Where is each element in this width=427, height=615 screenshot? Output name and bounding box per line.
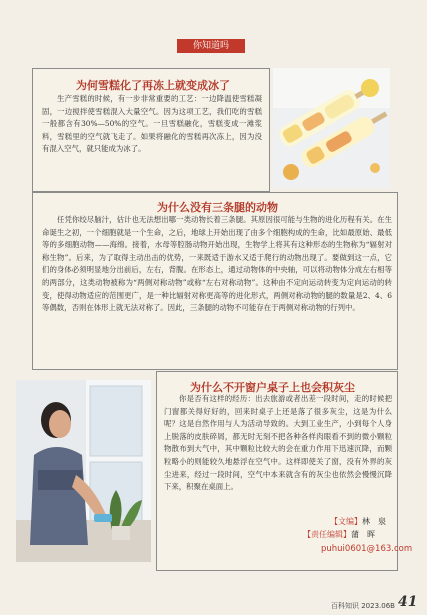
editor-email: puhui0601@163.com xyxy=(321,544,413,554)
article-title-ice-cream: 为何雪糕化了再冻上就变成冰了 xyxy=(76,79,230,92)
credit-writer-name: 林 泉 xyxy=(362,517,386,526)
credit-editor-label: 【责任编辑】 xyxy=(303,530,351,539)
article-title-dust: 为什么不开窗户桌子上也会积灰尘 xyxy=(190,381,355,394)
page-number: 41 xyxy=(398,594,418,610)
magazine-issue: 百科知识 2023.06B xyxy=(331,602,395,610)
article-body-dust: 你是否有这样的经历：出去旅游或者出差一段时间，走的时候把门窗都关得好好的，回来时桌子上还是落了很多灰尘，这是为什么呢？这是自然作用与人为活动导致的。大到工业生产，小到每个人身上脱落的皮肤碎屑，都无时无刻不把各种各样肉眼看不到的微小颗粒物散布到大气中，其中颗粒比较大的会在重力作用下迅速沉降，而颗粒略小的则能较久地悬浮在空气中。这样即使关了窗，没有外界的灰尘进来，经过一段时间，空气中本来就含有的灰尘也依然会慢慢沉降下来，积聚在桌面上。 xyxy=(164,394,392,492)
credit-writer xyxy=(330,516,386,527)
credit-writer-label: 【文编】 xyxy=(330,517,362,526)
article-title-three-legs: 为什么没有三条腿的动物 xyxy=(157,201,278,214)
section-tag: 你知道吗 xyxy=(177,39,245,53)
article-body-three-legs: 任凭你绞尽脑汁，估计也无法想出哪一类动物长着三条腿。其原因很可能与生物的进化历程有关。在生命诞生之初，一个细胞就是一个生命，之后，地球上开始出现了由多个细胞构成的生命，比如最原始、最低等的多细胞动物——海绵。接着，水母等腔肠动物开始出现，生物学上将其有这种形态的生物称为“辐射对称生物”。后来，为了取得主动出击的优势，一来既适于游水又适于爬行的动物出现了。要做到这一点，它们的身体必须明显地分出前后，左右，背腹。在形态上，通过动物体的中央轴，可以将动物体分成左右相等的两部分，这类动物被称为“两侧对称动物”或称“左右对称动物”。这种由不定向运动转变为定向运动的转变，使得动物适应的范围更广，是一种比辐射对称更高等的进化形式，两侧对称动物的腿的数量是2、4、6等偶数，否则在体形上就无法对称了。因此，三条腿的动物不可能存在于两侧对称动物的行列中。 xyxy=(42,215,392,313)
woman-cleaning-photo xyxy=(16,380,151,562)
credit-editor xyxy=(303,529,375,540)
article-body-ice-cream: 生产雪糕的时候，有一步非常重要的工艺：一边降温使雪糕凝固，一边搅拌使雪糕混入大量空气。因为这项工艺，我们吃的雪糕一般都含有30%—50%的空气。一旦雪糕融化，雪糕变成一滩浆料，雪糕里的空气就飞走了。如果将融化的雪糕再次冻上，因为没有混入空气，就只能成为冰了。 xyxy=(42,94,262,154)
credit-editor-name: 蒲 晖 xyxy=(351,530,375,539)
top-margin xyxy=(0,0,427,22)
popsicle-photo xyxy=(273,68,390,188)
